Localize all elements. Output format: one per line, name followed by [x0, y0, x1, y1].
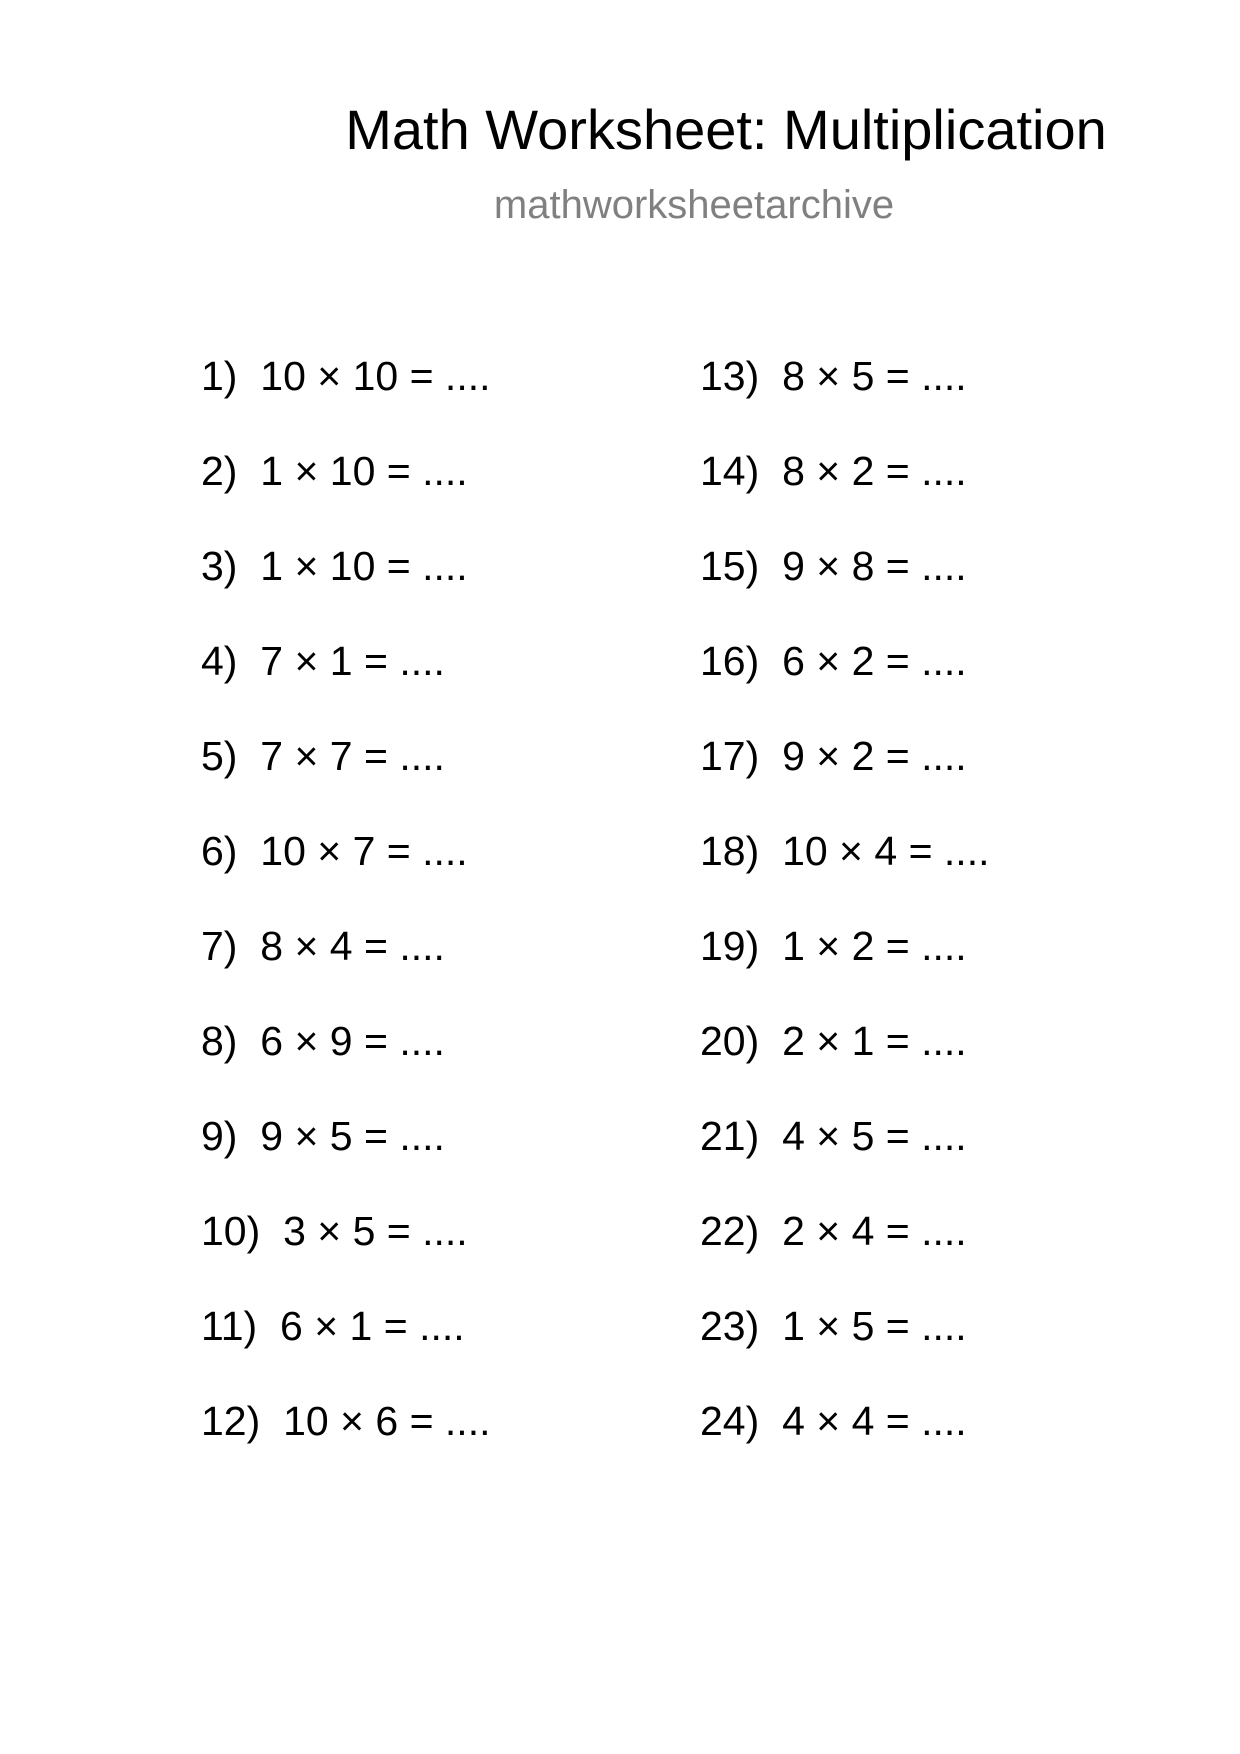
- problem-item: [201, 732, 491, 827]
- problem-item: [700, 1302, 990, 1397]
- problem-expression: 1 × 10 = ....: [260, 543, 468, 589]
- problems-column-left: [201, 352, 491, 1492]
- problem-expression: 4 × 4 = ....: [782, 1398, 967, 1444]
- problem-item: [201, 1017, 491, 1112]
- problem-item: [201, 827, 491, 922]
- problem-number: 22): [700, 1208, 760, 1254]
- problem-expression: 10 × 4 = ....: [782, 828, 990, 874]
- problem-item: [201, 447, 491, 542]
- problem-number: 20): [700, 1018, 760, 1064]
- worksheet-title: Math Worksheet: Multiplication: [345, 98, 1107, 161]
- problem-number: 21): [700, 1113, 760, 1159]
- problem-item: [700, 732, 990, 827]
- problem-item: [700, 1112, 990, 1207]
- problem-expression: 4 × 5 = ....: [782, 1113, 967, 1159]
- problem-item: [201, 922, 491, 1017]
- problem-expression: 8 × 5 = ....: [782, 353, 967, 399]
- problem-item: [700, 1397, 990, 1492]
- problem-item: [201, 352, 491, 447]
- problem-expression: 2 × 4 = ....: [782, 1208, 967, 1254]
- problem-number: 4): [201, 638, 238, 684]
- problem-number: 24): [700, 1398, 760, 1444]
- problem-number: 19): [700, 923, 760, 969]
- problem-number: 9): [201, 1113, 238, 1159]
- problem-item: [700, 922, 990, 1017]
- problem-expression: 9 × 5 = ....: [260, 1113, 445, 1159]
- problem-item: [201, 637, 491, 732]
- problem-expression: 10 × 6 = ....: [283, 1398, 491, 1444]
- problem-number: 23): [700, 1303, 760, 1349]
- problem-number: 15): [700, 543, 760, 589]
- problem-number: 2): [201, 448, 238, 494]
- problem-expression: 3 × 5 = ....: [283, 1208, 468, 1254]
- problem-number: 6): [201, 828, 238, 874]
- problem-item: [700, 447, 990, 542]
- problem-number: 11): [201, 1303, 258, 1349]
- problem-number: 16): [700, 638, 760, 684]
- problem-item: [700, 542, 990, 637]
- problem-expression: 6 × 9 = ....: [260, 1018, 445, 1064]
- problem-expression: 9 × 2 = ....: [782, 733, 967, 779]
- problem-item: [700, 637, 990, 732]
- problems-column-right: [700, 352, 990, 1492]
- problem-number: 14): [700, 448, 760, 494]
- problem-number: 1): [201, 353, 238, 399]
- problem-expression: 6 × 2 = ....: [782, 638, 967, 684]
- problem-item: [201, 542, 491, 637]
- problem-item: [201, 1397, 491, 1492]
- problem-expression: 10 × 10 = ....: [260, 353, 491, 399]
- problem-expression: 8 × 2 = ....: [782, 448, 967, 494]
- problem-number: 7): [201, 923, 238, 969]
- problem-number: 8): [201, 1018, 238, 1064]
- problem-number: 18): [700, 828, 760, 874]
- problem-expression: 6 × 1 = ....: [280, 1303, 465, 1349]
- problem-expression: 2 × 1 = ....: [782, 1018, 967, 1064]
- problem-number: 12): [201, 1398, 261, 1444]
- problem-expression: 9 × 8 = ....: [782, 543, 967, 589]
- problem-number: 3): [201, 543, 238, 589]
- problem-item: [700, 1207, 990, 1302]
- problem-number: 17): [700, 733, 760, 779]
- problem-number: 5): [201, 733, 238, 779]
- problem-expression: 1 × 2 = ....: [782, 923, 967, 969]
- problem-expression: 7 × 1 = ....: [260, 638, 445, 684]
- worksheet-source: mathworksheetarchive: [493, 183, 895, 227]
- problem-expression: 7 × 7 = ....: [260, 733, 445, 779]
- problem-item: [201, 1207, 491, 1302]
- problem-expression: 8 × 4 = ....: [260, 923, 445, 969]
- problem-item: [201, 1112, 491, 1207]
- problem-expression: 1 × 5 = ....: [782, 1303, 967, 1349]
- problem-item: [700, 827, 990, 922]
- problem-number: 10): [201, 1208, 261, 1254]
- problem-item: [700, 352, 990, 447]
- problem-expression: 1 × 10 = ....: [260, 448, 468, 494]
- problem-number: 13): [700, 353, 760, 399]
- problem-expression: 10 × 7 = ....: [260, 828, 468, 874]
- problem-item: [201, 1302, 491, 1397]
- problem-item: [700, 1017, 990, 1112]
